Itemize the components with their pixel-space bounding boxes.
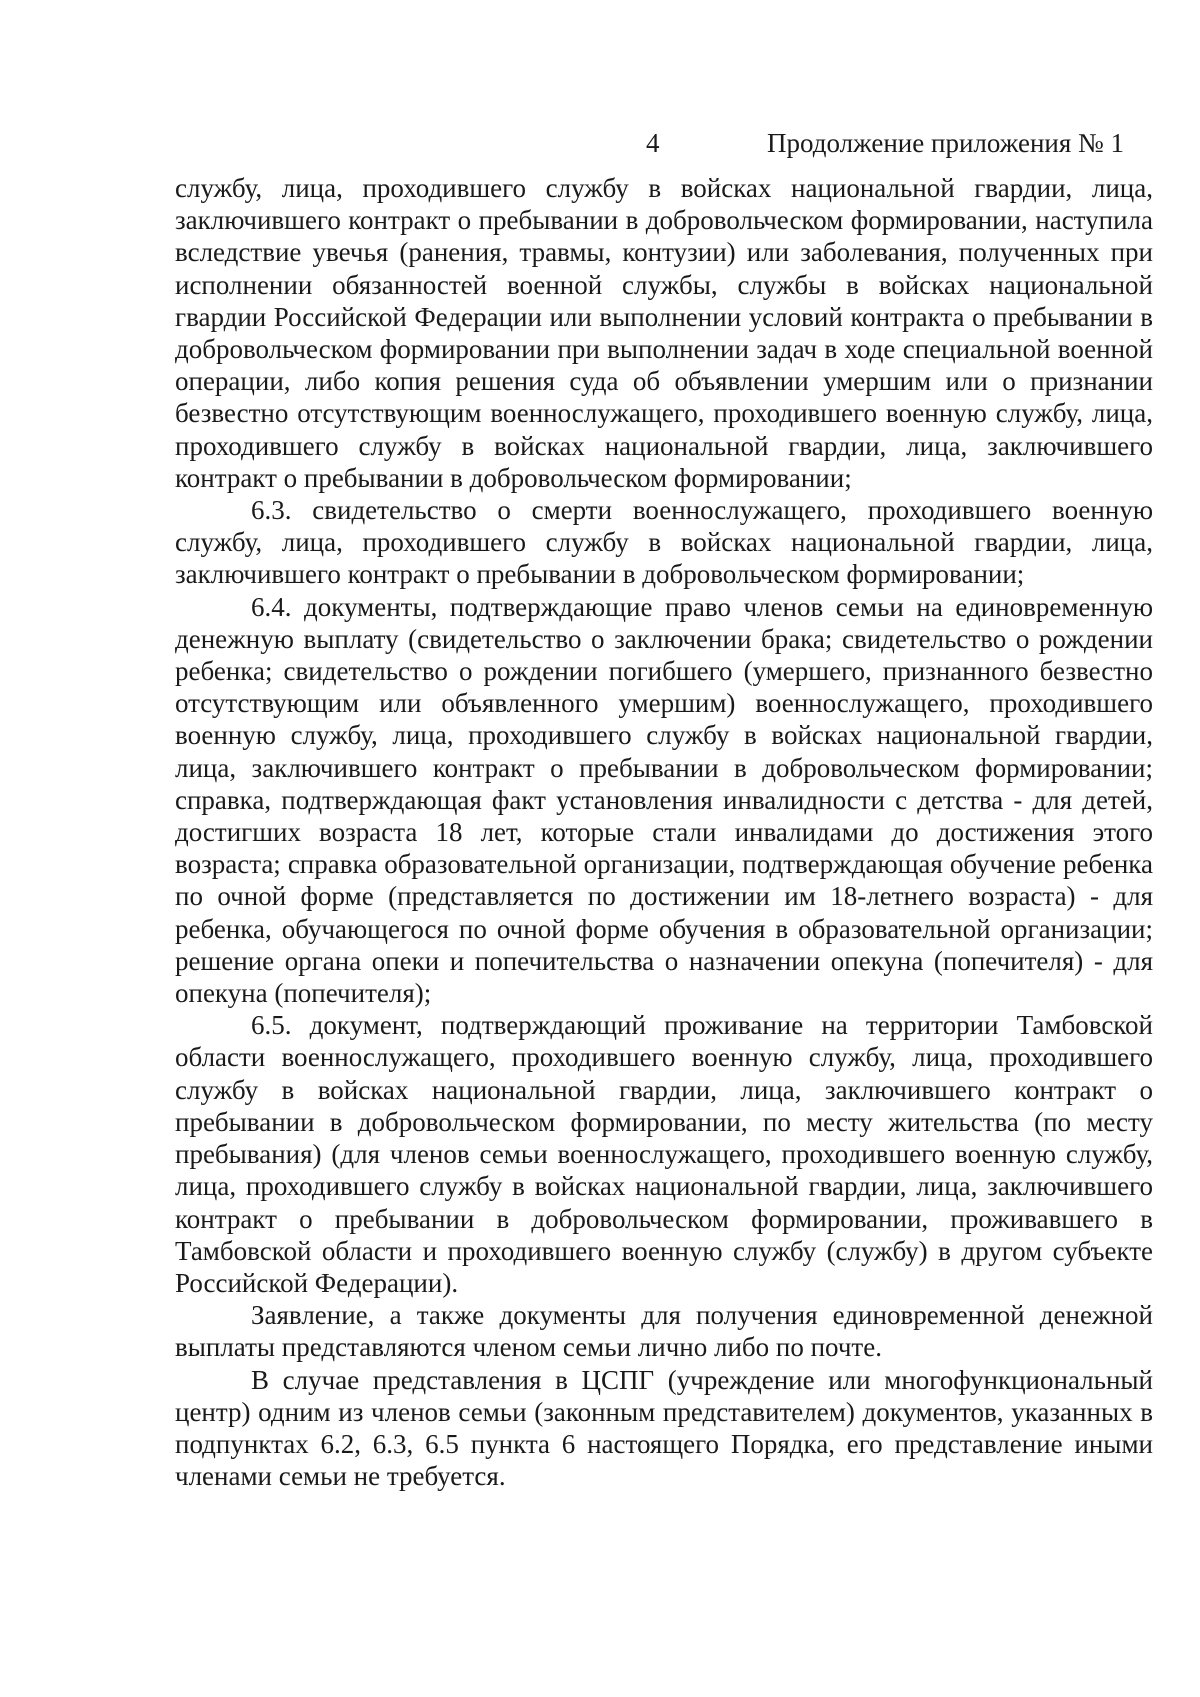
paragraph-6-3: 6.3. свидетельство о смерти военнослужащего, проходившего военную службу, лица, проходившего службу в войсках национальной гвардии, лица, заключившего контракт о пребывании в добровольческом формировании; [175,495,1153,590]
paragraph-submission: Заявление, а также документы для получения единовременной денежной выплаты представляются членом семьи лично либо по почте. [175,1300,1153,1363]
paragraph-continuation: службу, лица, проходившего службу в войсках национальной гвардии, лица, заключившего контракт о пребывании в добровольческом формировании, наступила вследствие увечья (ранения, травмы, контузии) или заболевания, полученных при исполнении обязанностей военной службы, службы в войсках национальной гвардии Российской Федерации или выполнении условий контракта о пребывании в добровольческом формировании при выполнении задач в ходе специальной военной операции, либо копия решения суда об объявлении умершим или о признании безвестно отсутствующим военнослужащего, проходившего военную службу, лица, проходившего службу в войсках национальной гвардии, лица, заключившего контракт о пребывании в добровольческом формировании; [175,173,1153,493]
page-number: 4 [646,128,660,158]
paragraph-6-5: 6.5. документ, подтверждающий проживание на территории Тамбовской области военнослужащего, проходившего военную службу, лица, проходившего службу в войсках национальной гвардии, лица, заключившего контракт о пребывании в добровольческом формировании, по месту жительства (по месту пребывания) (для членов семьи военнослужащего, проходившего военную службу, лица, проходившего службу в войсках национальной гвардии, лица, заключившего контракт о пребывании в добровольческом формировании, проживавшего в Тамбовской области и проходившего военную службу (службу) в другом субъекте Российской Федерации). [175,1010,1153,1298]
paragraph-6-4: 6.4. документы, подтверждающие право членов семьи на единовременную денежную выплату (свидетельство о заключении брака; свидетельство о рождении ребенка; свидетельство о рождении погибшего (умершего, признанного безвестно отсутствующим или объявленного умершим) военнослужащего, проходившего военную службу, лица, проходившего службу в войсках национальной гвардии, лица, заключившего контракт о пребывании в добровольческом формировании; справка, подтверждающая факт установления инвалидности с детства - для детей, достигших возраста 18 лет, которые стали инвалидами до достижения этого возраста; справка образовательной организации, подтверждающая обучение ребенка по очной форме (представляется по достижении им 18-летнего возраста) - для ребенка, обучающегося по очной форме обучения в образовательной организации; решение органа опеки и попечительства о назначении опекуна (попечителя) - для опекуна (попечителя); [175,591,1153,1009]
appendix-continuation-note: Продолжение приложения № 1 [767,128,1125,158]
document-body [175,172,1153,1492]
paragraph-cspg: В случае представления в ЦСПГ (учреждение или многофункциональный центр) одним из членов семьи (законным представителем) документов, указанных в подпунктах 6.2, 6.3, 6.5 пункта 6 настоящего Порядка, его представление иными членами семьи не требуется. [175,1364,1153,1492]
page-header [0,126,1200,160]
